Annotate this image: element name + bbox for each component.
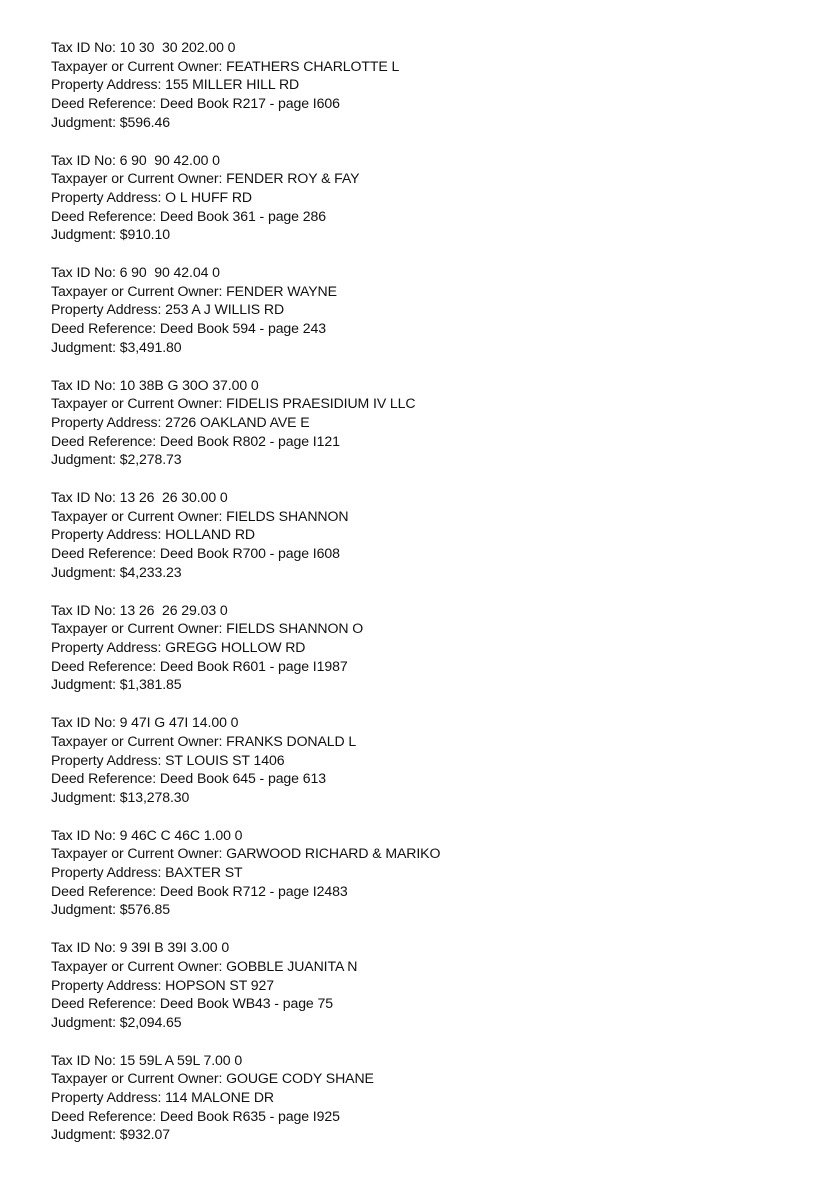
deed-reference-line: Deed Reference: Deed Book R601 - page I1987 xyxy=(51,657,348,674)
tax-id-line: Tax ID No: 13 26 26 30.00 0 xyxy=(51,489,228,506)
tax-id-line: Tax ID No: 9 47I G 47I 14.00 0 xyxy=(51,714,239,731)
judgment-line: Judgment: $576.85 xyxy=(51,901,170,918)
owner-line: Taxpayer or Current Owner: GOUGE CODY SHANE xyxy=(51,1070,374,1087)
judgment-line: Judgment: $1,381.85 xyxy=(51,676,182,693)
tax-id-line: Tax ID No: 15 59L A 59L 7.00 0 xyxy=(51,1051,243,1068)
owner-line: Taxpayer or Current Owner: FIDELIS PRAESIDIUM IV LLC xyxy=(51,395,416,412)
tax-record-list xyxy=(51,38,791,1163)
property-address-line: Property Address: O L HUFF RD xyxy=(51,188,252,205)
property-address-line: Property Address: 155 MILLER HILL RD xyxy=(51,76,300,93)
owner-line: Taxpayer or Current Owner: FEATHERS CHARLOTTE L xyxy=(51,57,400,74)
tax-record xyxy=(51,151,791,245)
deed-reference-line: Deed Reference: Deed Book R217 - page I606 xyxy=(51,95,340,112)
tax-record xyxy=(51,713,791,807)
owner-line: Taxpayer or Current Owner: FIELDS SHANNON O xyxy=(51,620,364,637)
deed-reference-line: Deed Reference: Deed Book 645 - page 613 xyxy=(51,770,326,787)
tax-id-line: Tax ID No: 10 38B G 30O 37.00 0 xyxy=(51,376,259,393)
deed-reference-line: Deed Reference: Deed Book R802 - page I121 xyxy=(51,432,340,449)
tax-id-line: Tax ID No: 9 46C C 46C 1.00 0 xyxy=(51,826,243,843)
judgment-line: Judgment: $13,278.30 xyxy=(51,788,190,805)
owner-line: Taxpayer or Current Owner: FRANKS DONALD L xyxy=(51,732,357,749)
deed-reference-line: Deed Reference: Deed Book 594 - page 243 xyxy=(51,320,326,337)
tax-id-line: Tax ID No: 6 90 90 42.00 0 xyxy=(51,151,220,168)
property-address-line: Property Address: 114 MALONE DR xyxy=(51,1089,275,1106)
tax-id-line: Tax ID No: 6 90 90 42.04 0 xyxy=(51,264,220,281)
deed-reference-line: Deed Reference: Deed Book R700 - page I608 xyxy=(51,545,340,562)
deed-reference-line: Deed Reference: Deed Book 361 - page 286 xyxy=(51,207,326,224)
owner-line: Taxpayer or Current Owner: GARWOOD RICHARD & MARIKO xyxy=(51,845,441,862)
owner-line: Taxpayer or Current Owner: FENDER ROY & FAY xyxy=(51,170,360,187)
judgment-line: Judgment: $932.07 xyxy=(51,1126,170,1143)
deed-reference-line: Deed Reference: Deed Book R712 - page I2483 xyxy=(51,882,348,899)
tax-record xyxy=(51,38,791,132)
judgment-line: Judgment: $4,233.23 xyxy=(51,563,182,580)
tax-id-line: Tax ID No: 9 39I B 39I 3.00 0 xyxy=(51,939,230,956)
owner-line: Taxpayer or Current Owner: FIELDS SHANNON xyxy=(51,507,349,524)
property-address-line: Property Address: 253 A J WILLIS RD xyxy=(51,301,285,318)
tax-id-line: Tax ID No: 10 30 30 202.00 0 xyxy=(51,39,236,55)
deed-reference-line: Deed Reference: Deed Book WB43 - page 75 xyxy=(51,995,333,1012)
judgment-line: Judgment: $2,094.65 xyxy=(51,1013,182,1030)
property-address-line: Property Address: HOLLAND RD xyxy=(51,526,255,543)
judgment-line: Judgment: $3,491.80 xyxy=(51,338,182,355)
judgment-line: Judgment: $596.46 xyxy=(51,113,170,130)
tax-record xyxy=(51,488,791,582)
property-address-line: Property Address: HOPSON ST 927 xyxy=(51,976,275,993)
property-address-line: Property Address: GREGG HOLLOW RD xyxy=(51,638,306,655)
property-address-line: Property Address: ST LOUIS ST 1406 xyxy=(51,751,285,768)
owner-line: Taxpayer or Current Owner: FENDER WAYNE xyxy=(51,282,337,299)
owner-line: Taxpayer or Current Owner: GOBBLE JUANITA N xyxy=(51,957,358,974)
tax-record xyxy=(51,1051,791,1145)
property-address-line: Property Address: 2726 OAKLAND AVE E xyxy=(51,413,310,430)
tax-record xyxy=(51,376,791,470)
tax-record xyxy=(51,601,791,695)
judgment-line: Judgment: $2,278.73 xyxy=(51,451,182,468)
judgment-line: Judgment: $910.10 xyxy=(51,226,170,243)
property-address-line: Property Address: BAXTER ST xyxy=(51,864,243,881)
deed-reference-line: Deed Reference: Deed Book R635 - page I925 xyxy=(51,1107,340,1124)
tax-record xyxy=(51,826,791,920)
tax-id-line: Tax ID No: 13 26 26 29.03 0 xyxy=(51,601,228,618)
tax-record xyxy=(51,263,791,357)
tax-record xyxy=(51,938,791,1032)
